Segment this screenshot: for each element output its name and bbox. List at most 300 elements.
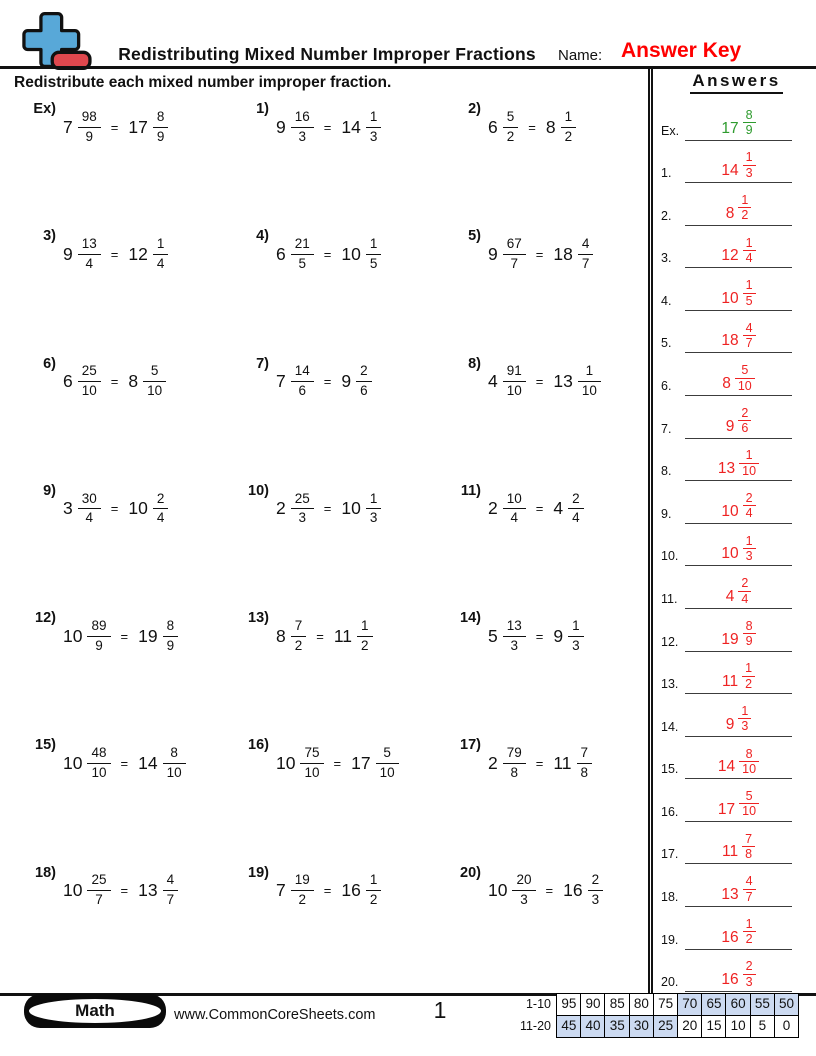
result-fraction bbox=[163, 872, 179, 909]
result-fraction bbox=[163, 618, 179, 655]
problem-item bbox=[445, 481, 648, 537]
fraction-denominator: 7 bbox=[163, 890, 179, 909]
fraction-numerator: 79 bbox=[506, 745, 522, 761]
problem-whole-number: 6 bbox=[488, 116, 498, 137]
answer-number: 14. bbox=[661, 719, 679, 734]
subject-badge bbox=[24, 994, 166, 1028]
answer-whole-number: 14 bbox=[717, 758, 736, 776]
fraction-numerator: 89 bbox=[91, 617, 107, 633]
answer-number: 16. bbox=[661, 804, 679, 819]
problem-item bbox=[233, 608, 445, 664]
score-value: 20 bbox=[682, 1017, 698, 1033]
answer-number: 13. bbox=[661, 677, 679, 692]
fraction-numerator: 8 bbox=[156, 108, 165, 124]
problem-fraction bbox=[291, 618, 307, 655]
problem-item bbox=[20, 608, 233, 664]
equals-sign: = bbox=[323, 246, 332, 262]
result-whole-number: 14 bbox=[138, 752, 158, 773]
problem-fraction bbox=[78, 491, 101, 528]
answer-key-label: Answer Key bbox=[621, 39, 742, 62]
fraction-numerator: 1 bbox=[745, 448, 753, 463]
result-whole-number: 16 bbox=[341, 880, 361, 901]
fraction-numerator: 16 bbox=[294, 108, 310, 124]
fraction-denominator: 3 bbox=[743, 165, 756, 180]
answer-blank-line bbox=[685, 193, 792, 226]
answer-blank-line bbox=[685, 917, 792, 950]
problem-whole-number: 9 bbox=[488, 243, 498, 264]
answer-fraction bbox=[743, 874, 756, 904]
result-whole-number: 17 bbox=[351, 752, 371, 773]
score-value: 45 bbox=[561, 1017, 577, 1033]
fraction-denominator: 6 bbox=[291, 381, 314, 400]
fraction-numerator: 14 bbox=[294, 363, 310, 379]
problem-whole-number: 6 bbox=[276, 243, 286, 264]
score-value: 80 bbox=[633, 996, 649, 1011]
equals-sign: = bbox=[535, 501, 544, 517]
result-fraction bbox=[357, 618, 373, 655]
answer-blank-line bbox=[685, 108, 792, 141]
fraction-denominator: 9 bbox=[87, 636, 110, 655]
answer-row bbox=[653, 950, 816, 993]
problem-item bbox=[445, 226, 648, 282]
score-value: 90 bbox=[585, 996, 601, 1011]
problem-whole-number: 7 bbox=[276, 371, 286, 392]
equals-sign: = bbox=[323, 119, 332, 135]
problem-whole-number: 10 bbox=[63, 752, 83, 773]
fraction-numerator: 91 bbox=[506, 363, 522, 379]
fraction-numerator: 25 bbox=[294, 490, 310, 506]
result-whole-number: 10 bbox=[341, 243, 361, 264]
answer-whole-number: 4 bbox=[725, 587, 735, 605]
fraction-numerator: 2 bbox=[591, 872, 600, 888]
answer-whole-number: 10 bbox=[721, 545, 739, 563]
answer-blank-line bbox=[685, 448, 792, 481]
fraction-numerator: 67 bbox=[506, 235, 522, 251]
problem-number: 10) bbox=[248, 482, 269, 499]
problem-number: 1) bbox=[256, 101, 269, 117]
answer-whole-number: 12 bbox=[721, 247, 739, 265]
problem-item bbox=[445, 735, 648, 791]
result-whole-number: 10 bbox=[128, 498, 148, 519]
answer-whole-number: 17 bbox=[717, 800, 736, 818]
fraction-numerator: 8 bbox=[745, 746, 753, 761]
fraction-numerator: 48 bbox=[91, 745, 107, 761]
equals-sign: = bbox=[323, 883, 332, 899]
problem-fraction bbox=[503, 236, 526, 273]
fraction-denominator: 3 bbox=[743, 974, 756, 989]
result-whole-number: 8 bbox=[128, 371, 139, 392]
fraction-numerator: 8 bbox=[745, 618, 753, 633]
problem-item bbox=[233, 99, 445, 155]
result-whole-number: 19 bbox=[138, 625, 158, 646]
result-fraction bbox=[376, 745, 399, 782]
score-value: 30 bbox=[633, 1017, 649, 1033]
answer-fraction bbox=[738, 406, 751, 436]
fraction-numerator: 5 bbox=[745, 789, 753, 804]
fraction-denominator: 8 bbox=[577, 763, 593, 782]
problem-number: 20) bbox=[460, 864, 481, 881]
answer-whole-number: 8 bbox=[725, 204, 735, 222]
fraction-denominator: 4 bbox=[78, 508, 101, 527]
equals-sign: = bbox=[110, 119, 119, 135]
answer-fraction bbox=[742, 661, 755, 691]
answer-number: 1. bbox=[661, 166, 672, 181]
equals-sign: = bbox=[110, 246, 119, 262]
answer-fraction bbox=[739, 747, 759, 777]
fraction-numerator: 8 bbox=[170, 745, 178, 761]
score-row-11-20 bbox=[518, 1015, 799, 1038]
answer-fraction bbox=[738, 193, 751, 223]
answer-blank-line bbox=[685, 534, 792, 567]
result-whole-number: 17 bbox=[128, 116, 148, 137]
problem-whole-number: 7 bbox=[276, 880, 286, 901]
answer-fraction bbox=[743, 150, 756, 180]
answer-row bbox=[653, 481, 816, 524]
fraction-numerator: 4 bbox=[745, 320, 753, 335]
fraction-denominator: 2 bbox=[291, 636, 307, 655]
fraction-numerator: 4 bbox=[745, 874, 753, 889]
problem-item bbox=[20, 863, 233, 919]
fraction-denominator: 2 bbox=[366, 890, 382, 909]
equals-sign: = bbox=[333, 755, 342, 771]
result-fraction bbox=[568, 618, 584, 655]
fraction-denominator: 5 bbox=[366, 254, 382, 273]
result-whole-number: 11 bbox=[553, 752, 572, 773]
fraction-numerator: 2 bbox=[741, 576, 749, 591]
fraction-denominator: 7 bbox=[87, 890, 110, 909]
score-cell bbox=[604, 993, 630, 1016]
answer-blank-line bbox=[685, 278, 792, 311]
fraction-numerator: 1 bbox=[369, 235, 378, 251]
answer-number: 15. bbox=[661, 762, 679, 777]
answer-rows bbox=[653, 98, 816, 992]
fraction-numerator: 25 bbox=[81, 363, 97, 379]
fraction-numerator: 1 bbox=[745, 661, 753, 676]
problem-fraction bbox=[503, 618, 526, 655]
fraction-denominator: 3 bbox=[291, 127, 314, 146]
score-value: 65 bbox=[706, 996, 722, 1011]
score-cell bbox=[580, 993, 606, 1016]
equals-sign: = bbox=[110, 374, 119, 390]
problem-fraction bbox=[503, 363, 526, 400]
score-row-1-10 bbox=[518, 993, 799, 1016]
result-fraction bbox=[588, 872, 604, 909]
result-fraction bbox=[143, 363, 166, 400]
score-cell bbox=[556, 1015, 582, 1038]
score-value: 35 bbox=[609, 1017, 625, 1033]
fraction-denominator: 10 bbox=[87, 763, 110, 782]
result-whole-number: 18 bbox=[553, 243, 573, 264]
fraction-numerator: 13 bbox=[81, 235, 97, 251]
score-cell bbox=[774, 993, 800, 1016]
answer-row bbox=[653, 311, 816, 354]
fraction-numerator: 2 bbox=[745, 491, 753, 506]
score-cell bbox=[750, 993, 776, 1016]
answer-number: 5. bbox=[661, 336, 672, 351]
fraction-numerator: 4 bbox=[581, 235, 590, 251]
score-cell bbox=[629, 1015, 655, 1038]
problem-item bbox=[445, 863, 648, 919]
answer-row bbox=[653, 268, 816, 311]
problem-fraction bbox=[78, 236, 101, 273]
fraction-numerator: 1 bbox=[745, 278, 753, 293]
fraction-numerator: 1 bbox=[361, 617, 369, 633]
fraction-denominator: 5 bbox=[743, 293, 756, 308]
name-label: Name: bbox=[558, 47, 603, 64]
answer-whole-number: 9 bbox=[725, 417, 735, 435]
answer-fraction bbox=[739, 448, 759, 478]
fraction-numerator: 1 bbox=[572, 617, 580, 633]
equals-sign: = bbox=[323, 501, 332, 517]
problem-number: 6) bbox=[43, 355, 56, 372]
result-fraction bbox=[153, 109, 169, 146]
score-cells bbox=[556, 993, 799, 1016]
fraction-denominator: 10 bbox=[300, 763, 323, 782]
score-value: 85 bbox=[609, 996, 625, 1011]
problem-whole-number: 5 bbox=[488, 625, 498, 646]
fraction-numerator: 5 bbox=[150, 363, 159, 379]
problem-whole-number: 9 bbox=[276, 116, 286, 137]
answer-row bbox=[653, 907, 816, 950]
result-fraction bbox=[577, 745, 593, 782]
equals-sign: = bbox=[545, 883, 554, 899]
answer-row bbox=[653, 864, 816, 907]
answer-fraction bbox=[739, 789, 759, 819]
problem-whole-number: 7 bbox=[63, 116, 73, 137]
score-value: 55 bbox=[754, 996, 770, 1011]
problem-fraction bbox=[291, 872, 314, 909]
fraction-numerator: 2 bbox=[360, 363, 368, 379]
result-whole-number: 13 bbox=[553, 371, 573, 392]
answer-blank-line bbox=[685, 321, 792, 354]
problem-whole-number: 2 bbox=[488, 498, 498, 519]
problem-number: 19) bbox=[248, 864, 269, 881]
answer-blank-line bbox=[685, 874, 792, 907]
problem-whole-number: 4 bbox=[488, 371, 498, 392]
result-fraction bbox=[568, 491, 584, 528]
fraction-numerator: 98 bbox=[81, 108, 97, 124]
problem-number: 18) bbox=[35, 864, 56, 881]
score-chart bbox=[518, 993, 799, 1038]
fraction-numerator: 1 bbox=[745, 916, 753, 931]
answer-fraction bbox=[743, 534, 756, 564]
fraction-denominator: 4 bbox=[153, 508, 169, 527]
fraction-denominator: 3 bbox=[743, 548, 756, 563]
equals-sign: = bbox=[323, 374, 332, 390]
answer-number: 3. bbox=[661, 251, 672, 266]
answer-blank-line bbox=[685, 704, 792, 737]
fraction-denominator: 4 bbox=[503, 508, 526, 527]
answer-whole-number: 16 bbox=[721, 928, 739, 946]
answer-whole-number: 11 bbox=[721, 843, 739, 861]
score-cell bbox=[750, 1015, 776, 1038]
problem-fraction bbox=[512, 872, 535, 909]
answer-fraction bbox=[738, 704, 751, 734]
problem-whole-number: 3 bbox=[63, 498, 73, 519]
fraction-denominator: 4 bbox=[78, 254, 101, 273]
problem-number: 15) bbox=[35, 737, 56, 754]
fraction-numerator: 30 bbox=[81, 490, 97, 506]
fraction-denominator: 7 bbox=[503, 254, 526, 273]
answer-row bbox=[653, 694, 816, 737]
answer-blank-line bbox=[685, 959, 792, 992]
fraction-denominator: 10 bbox=[143, 381, 166, 400]
result-whole-number: 16 bbox=[563, 880, 583, 901]
fraction-numerator: 2 bbox=[745, 959, 753, 974]
fraction-denominator: 3 bbox=[366, 127, 382, 146]
fraction-denominator: 2 bbox=[291, 890, 314, 909]
fraction-numerator: 4 bbox=[166, 872, 175, 888]
answer-whole-number: 19 bbox=[721, 630, 739, 648]
problem-fraction bbox=[503, 745, 526, 782]
score-value: 10 bbox=[730, 1017, 746, 1033]
fraction-numerator: 2 bbox=[741, 405, 749, 420]
score-row-label: 11-20 bbox=[519, 1018, 551, 1033]
equals-sign: = bbox=[535, 374, 544, 390]
result-fraction bbox=[153, 236, 169, 273]
fraction-numerator: 75 bbox=[304, 745, 320, 761]
result-whole-number: 4 bbox=[553, 498, 564, 519]
answer-number: 8. bbox=[661, 464, 672, 479]
score-cell bbox=[580, 1015, 606, 1038]
fraction-denominator: 2 bbox=[738, 207, 751, 222]
result-fraction bbox=[153, 491, 169, 528]
score-cell bbox=[556, 993, 582, 1016]
result-whole-number: 13 bbox=[138, 880, 158, 901]
problem-fraction bbox=[78, 363, 101, 400]
answer-whole-number: 10 bbox=[721, 289, 739, 307]
answer-number: Ex. bbox=[661, 123, 680, 138]
fraction-denominator: 8 bbox=[742, 846, 755, 861]
problem-whole-number: 10 bbox=[276, 752, 296, 773]
answer-blank-line bbox=[685, 661, 792, 694]
problem-number: 9) bbox=[43, 482, 56, 499]
score-cell bbox=[677, 1015, 703, 1038]
score-cell bbox=[653, 993, 679, 1016]
answer-blank-line bbox=[685, 236, 792, 269]
answer-number: 2. bbox=[661, 208, 672, 223]
answer-number: 11. bbox=[661, 591, 678, 606]
result-fraction bbox=[366, 236, 382, 273]
answer-row bbox=[653, 652, 816, 695]
result-whole-number: 10 bbox=[341, 498, 361, 519]
answer-whole-number: 14 bbox=[721, 162, 739, 180]
fraction-numerator: 20 bbox=[516, 872, 532, 888]
answers-panel bbox=[648, 66, 816, 995]
answer-blank-line bbox=[685, 619, 792, 652]
result-fraction bbox=[356, 363, 372, 400]
fraction-denominator: 4 bbox=[738, 591, 751, 606]
fraction-numerator: 1 bbox=[741, 703, 749, 718]
problem-whole-number: 8 bbox=[276, 625, 286, 646]
problem-item bbox=[20, 354, 233, 410]
answer-number: 6. bbox=[661, 379, 672, 394]
answer-fraction bbox=[743, 321, 756, 351]
problem-number: 8) bbox=[468, 355, 481, 372]
score-value: 70 bbox=[682, 996, 698, 1011]
answer-row bbox=[653, 737, 816, 780]
problem-item bbox=[445, 354, 648, 410]
answer-row bbox=[653, 183, 816, 226]
fraction-denominator: 10 bbox=[503, 381, 526, 400]
score-value: 50 bbox=[779, 996, 795, 1011]
result-whole-number: 11 bbox=[333, 625, 353, 646]
score-value: 15 bbox=[706, 1017, 722, 1033]
fraction-denominator: 10 bbox=[578, 381, 601, 400]
problem-whole-number: 2 bbox=[488, 752, 498, 773]
answer-whole-number: 13 bbox=[721, 885, 739, 903]
answer-row bbox=[653, 396, 816, 439]
fraction-denominator: 4 bbox=[743, 250, 756, 265]
problem-fraction bbox=[291, 363, 314, 400]
answer-row bbox=[653, 566, 816, 609]
fraction-denominator: 3 bbox=[512, 890, 535, 909]
fraction-denominator: 10 bbox=[78, 381, 101, 400]
fraction-denominator: 7 bbox=[743, 335, 756, 350]
answer-fraction bbox=[743, 917, 756, 947]
answer-whole-number: 17 bbox=[721, 119, 739, 137]
problem-item bbox=[445, 99, 648, 155]
fraction-denominator: 4 bbox=[743, 505, 756, 520]
fraction-denominator: 3 bbox=[738, 718, 751, 733]
fraction-denominator: 10 bbox=[376, 763, 399, 782]
problem-fraction bbox=[87, 872, 110, 909]
answer-whole-number: 13 bbox=[717, 460, 736, 478]
fraction-numerator: 7 bbox=[580, 745, 589, 761]
answer-number: 20. bbox=[661, 975, 679, 990]
fraction-numerator: 5 bbox=[741, 363, 749, 378]
answer-row bbox=[653, 353, 816, 396]
problem-fraction bbox=[78, 109, 101, 146]
website-link: www.CommonCoreSheets.com bbox=[174, 1007, 376, 1023]
answer-blank-line bbox=[685, 747, 792, 780]
fraction-denominator: 2 bbox=[743, 931, 756, 946]
fraction-denominator: 5 bbox=[291, 254, 314, 273]
fraction-denominator: 2 bbox=[503, 127, 519, 146]
answer-fraction bbox=[742, 832, 755, 862]
score-row-label: 1-10 bbox=[525, 997, 551, 1011]
fraction-denominator: 9 bbox=[743, 633, 756, 648]
fraction-denominator: 9 bbox=[163, 636, 179, 655]
result-whole-number: 12 bbox=[128, 243, 148, 264]
answer-blank-line bbox=[685, 406, 792, 439]
problems-grid bbox=[20, 99, 648, 990]
result-fraction bbox=[366, 109, 382, 146]
equals-sign: = bbox=[110, 501, 119, 517]
fraction-numerator: 5 bbox=[383, 745, 391, 761]
page-title: Redistributing Mixed Number Improper Fractions bbox=[118, 44, 536, 64]
fraction-numerator: 1 bbox=[369, 490, 378, 506]
fraction-numerator: 25 bbox=[91, 872, 107, 888]
problem-number: 5) bbox=[468, 228, 481, 245]
score-value: 40 bbox=[585, 1017, 601, 1033]
score-cell bbox=[629, 993, 655, 1016]
fraction-denominator: 6 bbox=[738, 420, 751, 435]
answer-row bbox=[653, 226, 816, 269]
problem-fraction bbox=[291, 491, 314, 528]
answer-fraction bbox=[735, 363, 755, 393]
score-value: 0 bbox=[782, 1017, 791, 1033]
score-cell bbox=[774, 1015, 800, 1038]
fraction-numerator: 1 bbox=[156, 235, 165, 251]
problem-item bbox=[233, 481, 445, 537]
answer-row bbox=[653, 609, 816, 652]
problem-item bbox=[20, 481, 233, 537]
result-fraction bbox=[366, 491, 382, 528]
equals-sign: = bbox=[120, 628, 129, 644]
fraction-numerator: 10 bbox=[506, 490, 522, 506]
answer-number: 18. bbox=[661, 889, 679, 904]
